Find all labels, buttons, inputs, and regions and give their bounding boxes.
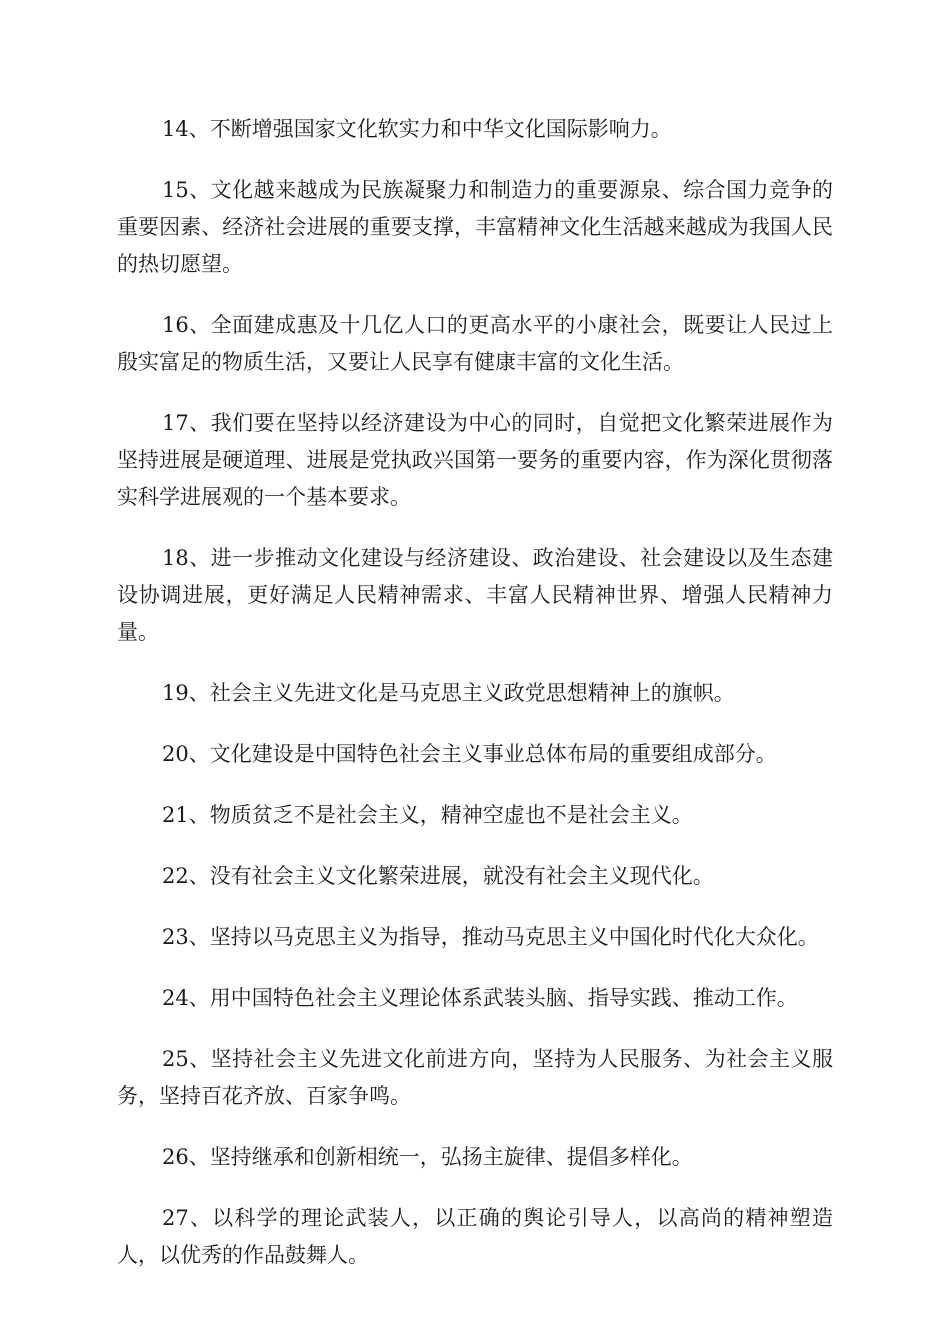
paragraph-23: 23、坚持以马克思主义为指导，推动马克思主义中国化时代化大众化。 xyxy=(162,925,819,949)
paragraph-27: 27、以科学的理论武装人，以正确的舆论引导人，以高尚的精神塑造人，以优秀的作品鼓舞人。 xyxy=(117,1206,833,1267)
paragraph-14: 14、不断增强国家文化软实力和中华文化国际影响力。 xyxy=(162,117,672,141)
paragraph-19: 19、社会主义先进文化是马克思主义政党思想精神上的旗帜。 xyxy=(162,681,735,705)
paragraph-17: 17、我们要在坚持以经济建设为中心的同时，自觉把文化繁荣进展作为坚持进展是硬道理、进展是党执政兴国第一要务的重要内容，作为深化贯彻落实科学进展观的一个基本要求。 xyxy=(117,411,833,509)
paragraph-21: 21、物质贫乏不是社会主义，精神空虚也不是社会主义。 xyxy=(162,803,693,827)
paragraph-15: 15、文化越来越成为民族凝聚力和制造力的重要源泉、综合国力竞争的重要因素、经济社会进展的重要支撑，丰富精神文化生活越来越成为我国人民的热切愿望。 xyxy=(117,178,833,276)
paragraph-18: 18、进一步推动文化建设与经济建设、政治建设、社会建设以及生态建设协调进展，更好满足人民精神需求、丰富人民精神世界、增强人民精神力量。 xyxy=(117,546,833,644)
document-body xyxy=(117,111,833,1298)
paragraph-26: 26、坚持继承和创新相统一，弘扬主旋律、提倡多样化。 xyxy=(162,1145,693,1169)
paragraph-24: 24、用中国特色社会主义理论体系武装头脑、指导实践、推动工作。 xyxy=(162,986,798,1010)
paragraph-22: 22、没有社会主义文化繁荣进展，就没有社会主义现代化。 xyxy=(162,864,714,888)
paragraph-20: 20、文化建设是中国特色社会主义事业总体布局的重要组成部分。 xyxy=(162,742,777,766)
paragraph-16: 16、全面建成惠及十几亿人口的更高水平的小康社会，既要让人民过上殷实富足的物质生活，又要让人民享有健康丰富的文化生活。 xyxy=(117,313,833,374)
paragraph-25: 25、坚持社会主义先进文化前进方向，坚持为人民服务、为社会主义服务，坚持百花齐放、百家争鸣。 xyxy=(117,1047,833,1108)
